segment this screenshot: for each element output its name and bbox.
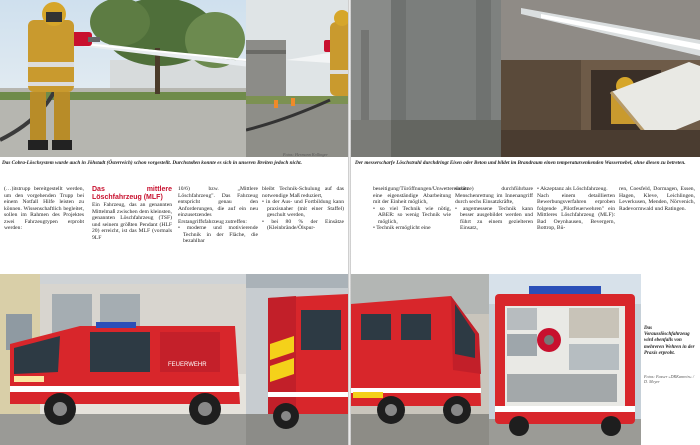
photo-truck-rear-open (489, 274, 641, 445)
photo-fog-jet (501, 0, 700, 157)
text-column-6 (455, 186, 533, 232)
text-column-5 (373, 186, 474, 232)
text-column-4 (262, 186, 344, 232)
photo-lance-demo (246, 0, 348, 157)
photo-mlf-truck-front (0, 274, 246, 445)
bullet-item: • Technik ermöglicht eine (373, 225, 451, 232)
column-3-text: 10/6) bzw. „Mittlere Löschfahrzeug". Das Fahrzeug entspricht genau den Anforderungen, die auf ein neu einzusetzendes Erstangriffsfahrzeug zutreffen: (178, 186, 258, 225)
top-left-credit: Fotos: Hermann Kollinger (283, 152, 328, 157)
text-column-1 (4, 186, 84, 232)
bullet-item: • in der Aus- und Fortbildung kann praxisnaher (mit einer Staffel) geschult werden, (262, 199, 344, 219)
bullet-item: • so viel Technik wie nötig, ABER: so wenig Technik wie möglich, (373, 206, 451, 226)
column-5-text: beseitigung/Türöffnungen/Unwettereinsätze) eine eigenständige Abarbeitung mit der Einheit möglich, (373, 186, 474, 206)
side-credit: Fotos: Fasser »DRKanrein« / D. Meyer (644, 374, 694, 385)
column-1-text: (…)itstrupp bereitgestellt werden, um den vorgehenden Trupp bei einem Notfall Hilfe leisten zu können. Wissenschaftlich begleitet, sollen im Rahmen des Projektes zwei Fahrzeugtypen erprobt werden: (4, 186, 84, 232)
truck-lettering: FEUERWEHR (168, 362, 207, 368)
text-column-7 (537, 186, 615, 232)
left-page (0, 0, 348, 445)
side-caption: Das Vorausslöschfahrzeug wird ebenfalls von mehreren Wehren in der Praxis erprobt. (644, 326, 695, 356)
text-column-8 (619, 186, 695, 212)
bullet-item: • angemessene Technik kann besser ausgebildet werden und führt zu einem gezielteren Einsatz, (455, 206, 533, 232)
text-column-2 (92, 186, 172, 241)
photo-firefighter-cobra (0, 0, 246, 157)
photo-mlf-truck-rear (246, 274, 348, 445)
photo-hlf-truck-side (351, 274, 489, 445)
bullet-item: • bei 80 % der Einsätze (Kleinbrände/Ölspur- (262, 219, 344, 232)
column-8-text: ren, Coesfeld, Dormagen, Essen, Hagen, Kleve, Leichlingen, Leverkusen, Menden, Nörvenich, Radevormwald und Ratingen. (619, 186, 695, 212)
section-heading-mlf: Das mittlere Löschfahrzeug (MLF) (92, 186, 172, 201)
right-page (351, 0, 700, 445)
text-column-3 (178, 186, 258, 245)
column-6-text: sicher durchführbare Menschenrettung im Innenangriff durch sechs Einsatzkräfte, (455, 186, 533, 206)
column-2-text: Ein Fahrzeug, das an genannten Mittelmaß zwischen dem kleinsten, genannten Löschfahrzeug (TSF) und seinem größten Pendant (HLF 20) erreicht, ist das MLF (vormals 9LF (92, 202, 172, 241)
column-7-text: Nach einem detaillierten Bewerbungsverfahren erproben folgende „Pilotfeuerwehren" ein Mittleres Löschfahrzeug (MLF): Bad Oeynhausen, Bevergern, Bottrop, Bü- (537, 192, 615, 232)
top-left-caption: Das Cobra-Löschsystem wurde auch in Jöhstadt (Österreich) schon vorgestellt. Durchstoßen konnte es sich in unseren Breiten jedoch nicht. (2, 160, 302, 166)
bullet-item: • Akzeptanz als Löschfahrzeug. (537, 186, 615, 193)
photo-wall-penetration (351, 0, 501, 157)
bullet-item: • moderne und motivierende Technik in der Fläche, die bezahlbar (178, 225, 258, 245)
top-right-caption: Der messerscharfe Löschstrahl durchdringt Eisen oder Beton und bildet im Brandraum einen temperatursenkenden Wassernebel, ohne diesen zu betreten. (355, 160, 686, 166)
column-4-text: bleibt Technik-Schulung auf das notwendige Maß reduziert, (262, 186, 344, 199)
